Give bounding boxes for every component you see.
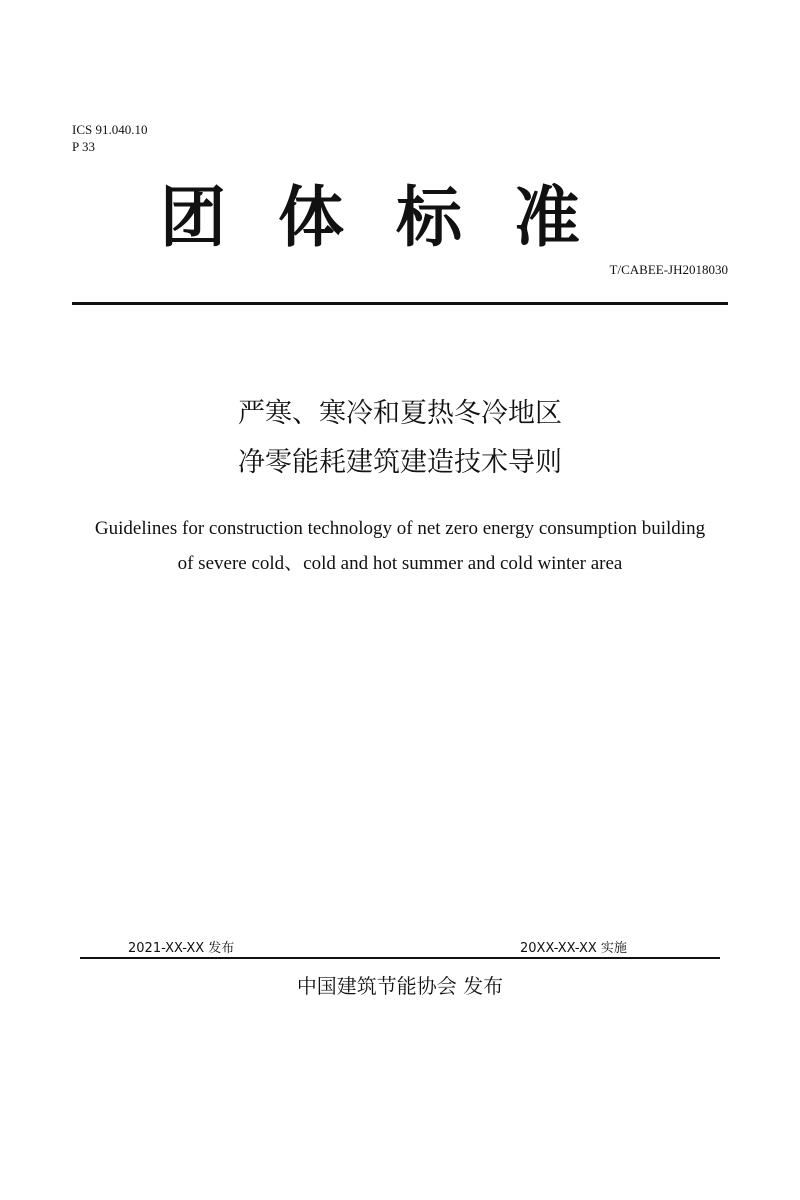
publisher: 中国建筑节能协会 发布 (296, 974, 504, 998)
chinese-title-line-1: 严寒、寒冷和夏热冬冷地区 (238, 398, 562, 429)
chinese-title-line-2: 净零能耗建筑建造技术导则 (238, 447, 562, 478)
bottom-divider (80, 957, 720, 959)
english-title-line-2: of severe cold、cold and hot summer and cold winter area (177, 553, 623, 574)
standard-number: T/CABEE-JH2018030 (609, 262, 728, 277)
implementation-date: 20XX-XX-XX 实施 (520, 941, 627, 956)
top-divider (72, 302, 728, 305)
standard-type-title: 团体标准 (160, 179, 632, 256)
issue-date: 2021-XX-XX 发布 (128, 941, 235, 956)
ics-code: ICS 91.040.10 (72, 122, 148, 137)
ccs-code: P 33 (72, 139, 95, 154)
english-title-line-1: Guidelines for construction technology of net zero energy consumption building (94, 518, 706, 539)
